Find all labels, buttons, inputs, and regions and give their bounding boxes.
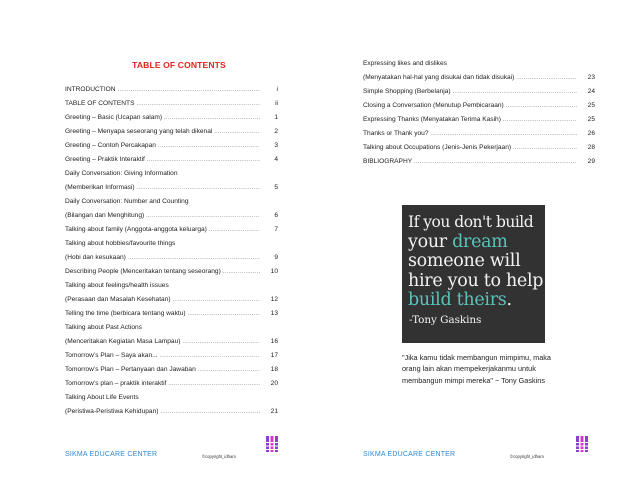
toc-leader-dots — [137, 97, 261, 111]
toc-entry — [65, 83, 278, 97]
toc-leader-dots — [503, 113, 577, 127]
toc-entry-text: (Menceritakan Kegiatan Masa Lampau) — [65, 338, 181, 345]
toc-entry-text: BIBLIOGRAPHY — [363, 158, 413, 165]
toc-entry — [65, 307, 278, 321]
toc-leader-dots — [506, 99, 577, 113]
toc-entry-text: Tomorrow’s plan – praktik interaktif — [65, 380, 167, 387]
toc-page-number: 1 — [274, 114, 278, 121]
toc-leader-dots — [128, 251, 260, 265]
quote-highlight: dream — [452, 231, 508, 252]
toc-entry-text: Expressing likes and dislikes — [363, 60, 447, 67]
footer-brand: SIKMA EDUCARE CENTER — [363, 451, 456, 458]
toc-leader-dots — [164, 111, 260, 125]
toc-entry-text: Daily Conversation: Number and Counting — [65, 198, 189, 205]
toc-entry — [65, 195, 278, 209]
toc-entry-text: Talking about family (Anggota-anggota keluarga) — [65, 226, 207, 233]
toc-entry-text: (Menyatakan hal-hal yang disukai dan tidak disukai) — [363, 74, 515, 81]
footer-copyright: ©copyright_idham — [510, 454, 544, 459]
toc-page-number: 23 — [587, 74, 595, 81]
quote-line: someone will — [408, 251, 521, 272]
toc-page-number: ii — [275, 100, 278, 107]
toc-entry-text: Greeting – Basic (Ucapan salam) — [65, 114, 163, 121]
toc-entry-text: (Peristiwa-Peristiwa Kehidupan) — [65, 408, 159, 415]
toc-entry-text: Greeting – Contoh Percakapan — [65, 142, 156, 149]
quote-text: your — [408, 231, 453, 252]
toc-leader-dots — [182, 335, 260, 349]
toc-entry-text: TABLE OF CONTENTS — [65, 100, 135, 107]
quote-text: . — [506, 290, 512, 311]
toc-entry — [65, 139, 278, 153]
toc-page-number: 26 — [587, 130, 595, 137]
toc-entry — [65, 279, 278, 293]
sikma-logo-icon — [576, 436, 588, 452]
toc-entry-text: Telling the time (berbicara tentang waktu) — [65, 310, 186, 317]
quote-translation: "Jika kamu tidak membangun mimpimu, maka orang lain akan mempekerjakanmu untuk membangun mimpi mereka" ~ Tony Gaskins — [402, 353, 551, 385]
toc-leader-dots — [431, 127, 578, 141]
toc-entry-text: Talking about hobbies/favourite things — [65, 240, 176, 247]
toc-leader-dots — [209, 223, 260, 237]
toc-leader-dots — [214, 125, 260, 139]
toc-entry — [65, 111, 278, 125]
toc-page-number: 12 — [270, 296, 278, 303]
toc-page-number: 29 — [587, 158, 595, 165]
toc-leader-dots — [198, 363, 260, 377]
toc-entry-text: Thanks or Thank you? — [363, 130, 429, 137]
toc-entry — [65, 181, 278, 195]
toc-leader-dots — [146, 209, 260, 223]
right-page — [319, 0, 638, 493]
toc-page-number: 28 — [587, 144, 595, 151]
toc-entry — [65, 153, 278, 167]
toc-entry — [363, 99, 595, 113]
toc-entry-text: Expressing Thanks (Menyatakan Terima Kasih) — [363, 116, 501, 123]
toc-entry-text: Talking About Life Events — [65, 394, 139, 401]
toc-entry-text: Simple Shopping (Berbelanja) — [363, 88, 451, 95]
toc-list-left — [65, 83, 278, 419]
toc-entry — [363, 71, 595, 85]
toc-entry-text: Tomorrow’s Plan – Saya akan... — [65, 352, 158, 359]
toc-entry — [65, 293, 278, 307]
toc-entry-text: Greeting – Praktik Interaktif — [65, 156, 145, 163]
toc-entry-text: (Perasaan dan Masalah Kesehatan) — [65, 296, 171, 303]
toc-entry-text: Talking about Past Actions — [65, 324, 142, 331]
toc-page-number: 6 — [274, 212, 278, 219]
toc-entry-text: Tomorrow’s Plan – Pertanyaan dan Jawaban — [65, 366, 196, 373]
quote-line — [408, 291, 539, 311]
toc-entry — [65, 377, 278, 391]
toc-entry — [65, 223, 278, 237]
toc-page-number: 25 — [587, 116, 595, 123]
footer-brand: SIKMA EDUCARE CENTER — [65, 451, 158, 458]
toc-entry — [65, 335, 278, 349]
toc-entry-text: (Memberikan Informasi) — [65, 184, 135, 191]
footer-copyright: ©copyright_idham — [202, 454, 236, 459]
quote-poster — [402, 205, 545, 343]
toc-entry — [65, 265, 278, 279]
toc-leader-dots — [453, 85, 577, 99]
toc-page-number: 4 — [274, 156, 278, 163]
toc-entry — [65, 391, 278, 405]
toc-leader-dots — [513, 141, 577, 155]
toc-entry — [65, 97, 278, 111]
toc-leader-dots — [158, 139, 260, 153]
toc-leader-dots — [516, 71, 577, 85]
toc-entry — [363, 141, 595, 155]
toc-entry — [65, 363, 278, 377]
toc-entry — [65, 349, 278, 363]
toc-entry — [363, 113, 595, 127]
toc-leader-dots — [137, 181, 260, 195]
toc-entry — [65, 321, 278, 335]
quote-highlight: build theirs — [408, 290, 507, 311]
toc-leader-dots — [173, 293, 260, 307]
toc-entry — [65, 209, 278, 223]
quote-author: -Tony Gaskins — [409, 313, 482, 326]
toc-entry — [65, 125, 278, 139]
toc-leader-dots — [414, 155, 577, 169]
toc-leader-dots — [188, 307, 260, 321]
quote-line: hire you to help — [408, 270, 544, 291]
toc-entry-text: INTRODUCTION — [65, 86, 116, 93]
toc-entry — [363, 155, 595, 169]
quote-line — [408, 233, 539, 253]
toc-entry — [65, 167, 278, 181]
toc-page-number: 17 — [270, 352, 278, 359]
toc-entry — [363, 85, 595, 99]
toc-leader-dots — [118, 83, 260, 97]
toc-list-right — [363, 57, 595, 169]
toc-page-number: 16 — [270, 338, 278, 345]
toc-entry — [65, 251, 278, 265]
sikma-logo-icon — [266, 436, 278, 452]
toc-page-number: 3 — [274, 142, 278, 149]
toc-page-number: i — [276, 86, 278, 93]
toc-page-number: 20 — [270, 380, 278, 387]
toc-page-number: 24 — [587, 88, 595, 95]
toc-page-number: 2 — [274, 128, 278, 135]
toc-entry-text: Daily Conversation: Giving Information — [65, 170, 178, 177]
toc-entry-text: (Hobi dan kesukaan) — [65, 254, 126, 261]
toc-entry — [65, 237, 278, 251]
toc-page-number: 5 — [274, 184, 278, 191]
toc-leader-dots — [147, 153, 260, 167]
toc-entry-text: Talking about Occupations (Jenis-Jenis Pekerjaan) — [363, 144, 512, 151]
toc-leader-dots — [160, 405, 260, 419]
toc-entry — [363, 57, 595, 71]
toc-entry-text: Greeting – Menyapa seseorang yang telah dikenal — [65, 128, 213, 135]
toc-entry-text: Describing People (Menceritakan tentang seseorang) — [65, 268, 221, 275]
toc-page-number: 25 — [587, 102, 595, 109]
toc-entry-text: (Bilangan dan Menghitung) — [65, 212, 145, 219]
toc-entry-text: Talking about feelings/health issues — [65, 282, 169, 289]
toc-leader-dots — [160, 349, 260, 363]
toc-title: TABLE OF CONTENTS — [132, 60, 226, 70]
toc-leader-dots — [168, 377, 260, 391]
toc-page-number: 7 — [274, 226, 278, 233]
toc-page-number: 9 — [274, 254, 278, 261]
quote-line: If you don't build — [408, 213, 534, 231]
toc-page-number: 13 — [270, 310, 278, 317]
toc-page-number: 10 — [270, 268, 278, 275]
toc-entry — [363, 127, 595, 141]
toc-page-number: 21 — [270, 408, 278, 415]
toc-page-number: 18 — [270, 366, 278, 373]
toc-entry-text: Closing a Conversation (Menutup Pembicaraan) — [363, 102, 504, 109]
toc-entry — [65, 405, 278, 419]
toc-leader-dots — [223, 265, 260, 279]
